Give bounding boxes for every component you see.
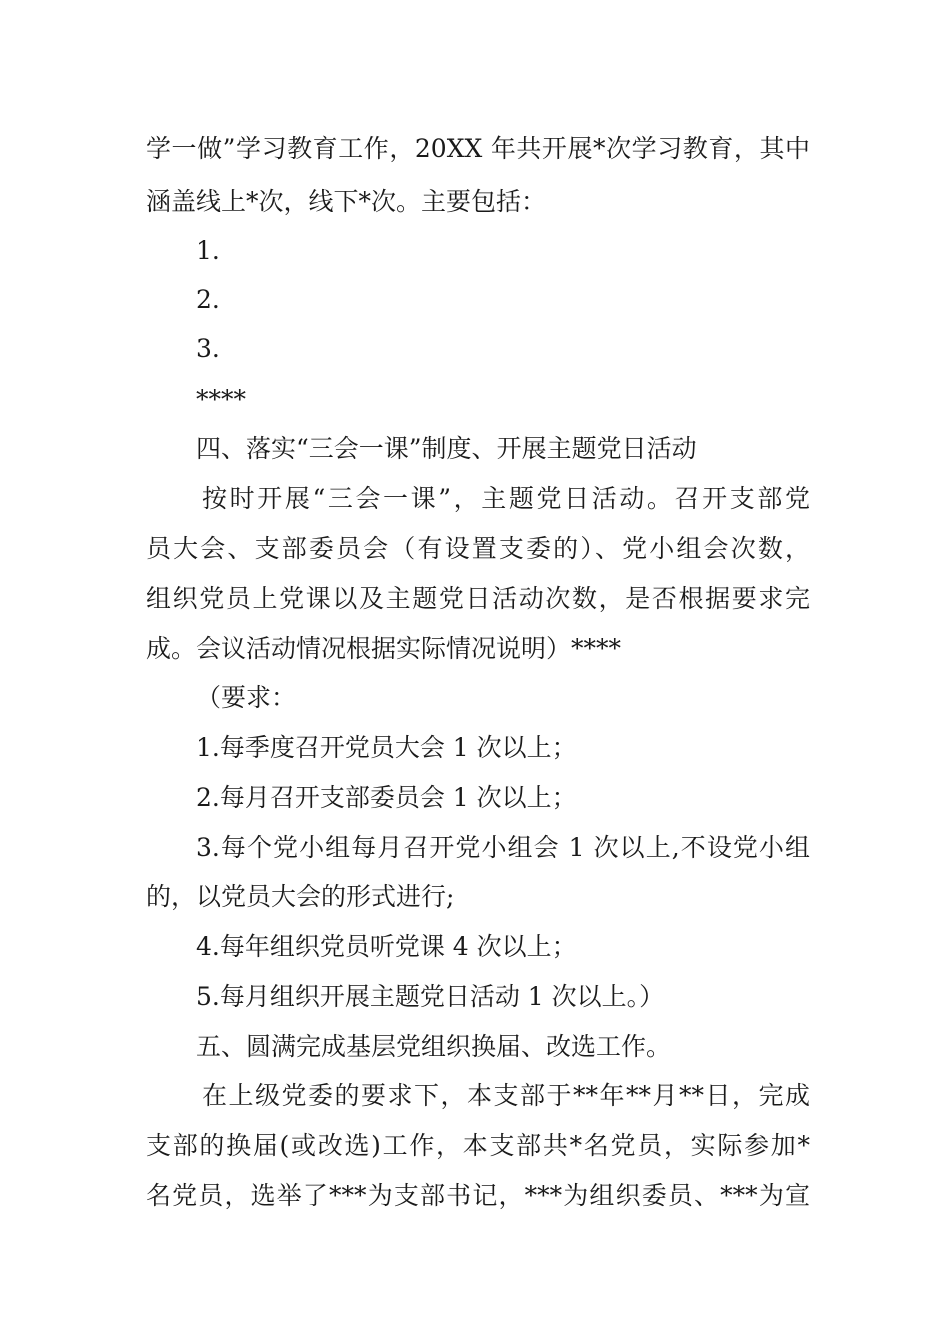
text-line: 涵盖线上*次，线下*次。主要包括： [146, 187, 547, 216]
requirement-item: 4.每年组织党员听党课 4 次以上； [196, 932, 577, 961]
requirement-item: 5.每月组织开展主题党日活动 1 次以上。） [196, 982, 665, 1011]
text-line: 支部的换届(或改选)工作，本支部共*名党员，实际参加* [146, 1131, 810, 1160]
list-item-number: 3. [196, 334, 220, 363]
list-item-number: 2. [196, 285, 220, 314]
paragraph-first-line: 按时开展“三会一课”，主题党日活动。召开支部党 [202, 484, 810, 513]
text-line: 员大会、支部委员会（有设置支委的）、党小组会次数， [146, 534, 810, 563]
list-item-number: 1. [196, 236, 220, 265]
text-line: 组织党员上党课以及主题党日活动次数，是否根据要求完 [146, 584, 810, 613]
text-line: 的，以党员大会的形式进行; [146, 882, 455, 911]
section-heading: 五、圆满完成基层党组织换届、改选工作。 [196, 1032, 672, 1061]
text-line: 成。会议活动情况根据实际情况说明）**** [146, 634, 622, 663]
requirement-item: 1.每季度召开党员大会 1 次以上； [196, 733, 577, 762]
text-line: 学一做”学习教育工作，20XX 年共开展*次学习教育，其中 [146, 134, 810, 163]
placeholder-text: **** [196, 385, 246, 414]
requirement-item: 3.每个党小组每月召开党小组会 1 次以上,不设党小组 [196, 833, 810, 862]
requirement-intro: （要求： [196, 683, 297, 712]
requirement-item: 2.每月召开支部委员会 1 次以上； [196, 783, 577, 812]
section-heading: 四、落实“三会一课”制度、开展主题党日活动 [196, 434, 697, 463]
paragraph-first-line: 在上级党委的要求下，本支部于**年**月**日，完成 [202, 1081, 810, 1110]
text-line: 名党员，选举了***为支部书记，***为组织委员、***为宣 [146, 1181, 810, 1210]
